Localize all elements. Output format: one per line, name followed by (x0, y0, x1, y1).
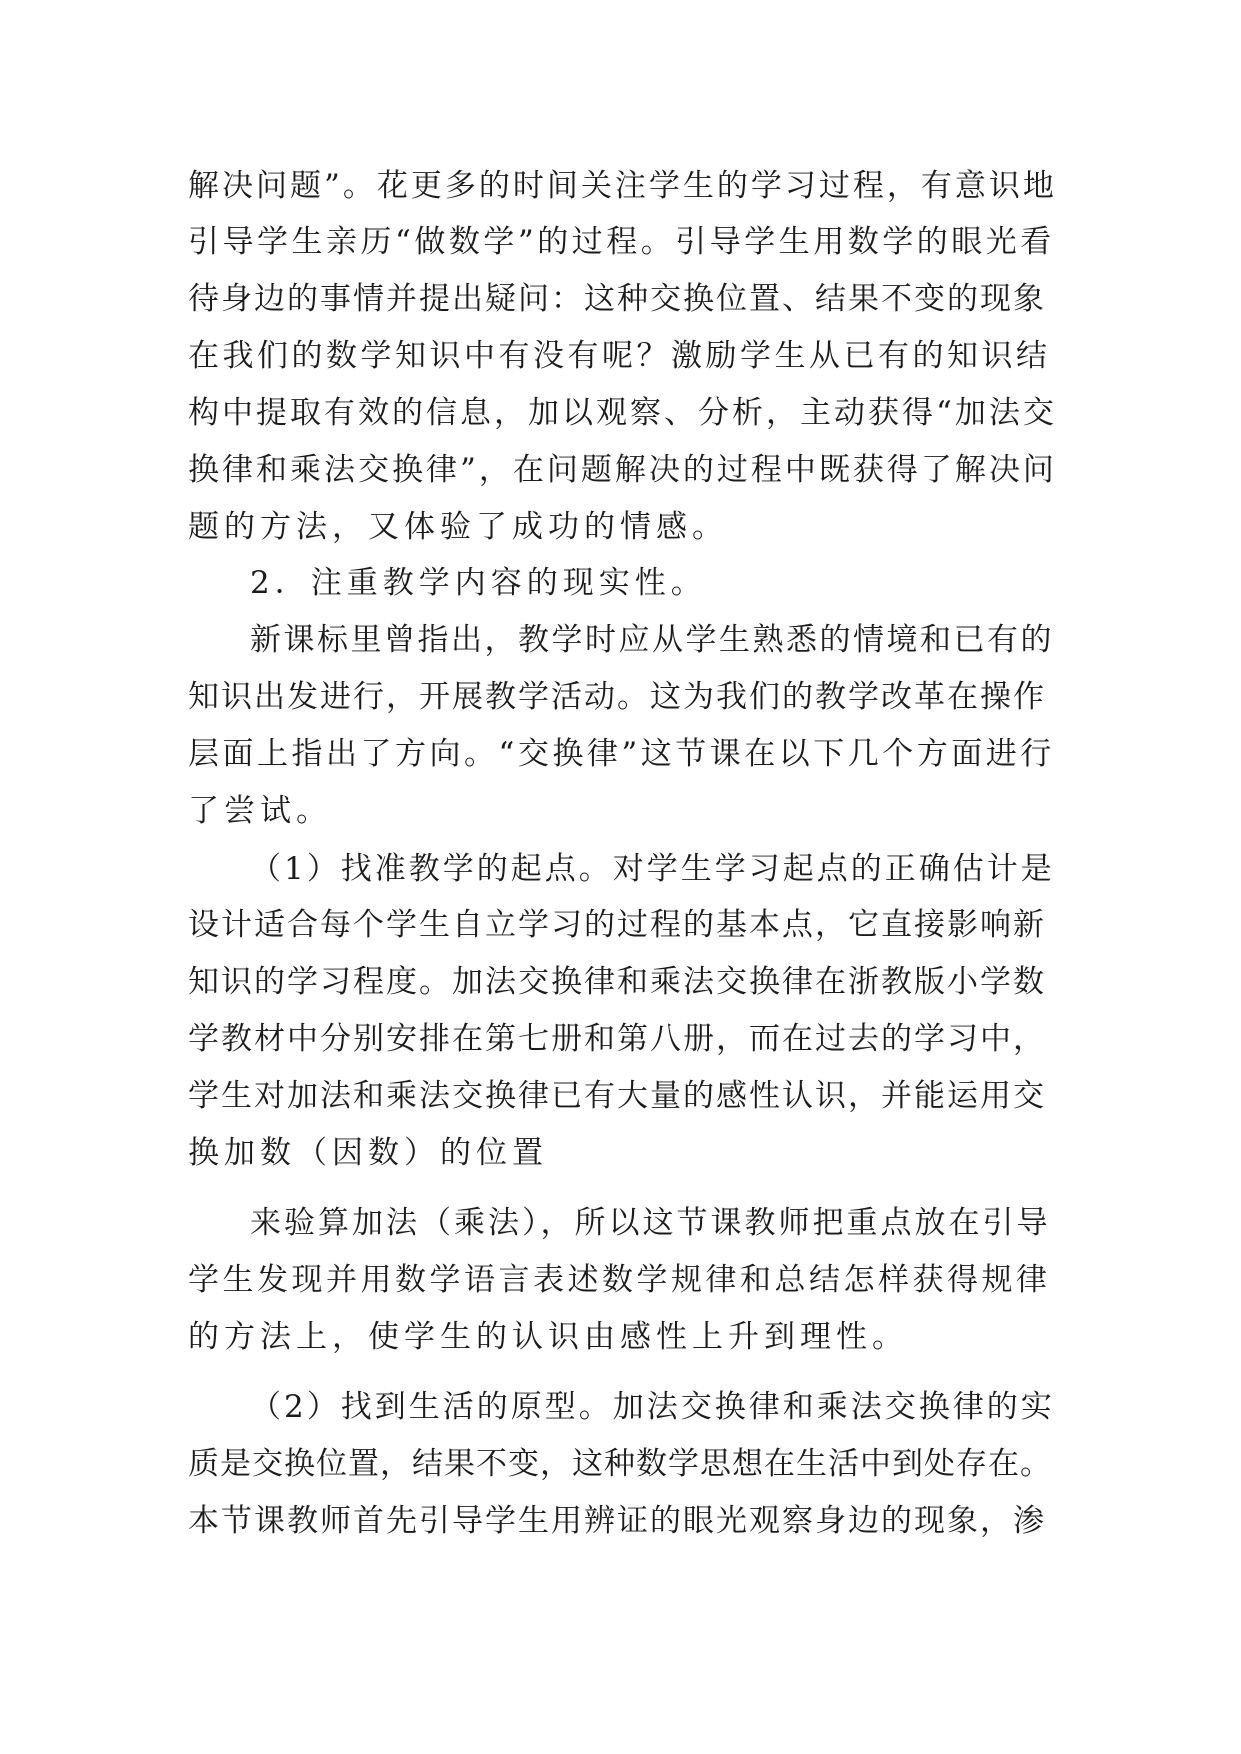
text-line: 在我们的数学知识中有没有呢？激励学生从已有的知识结 (188, 338, 1051, 374)
text-line: 质是交换位置，结果不变，这种数学思想在生活中到处存在。 (188, 1446, 1052, 1482)
text-line: 解决问题”。花更多的时间关注学生的学习过程，有意识地 (188, 168, 1057, 204)
text-line: 学教材中分别安排在第七册和第八册，而在过去的学习中， (188, 1021, 1046, 1057)
text-line: 换律和乘法交换律”，在问题解决的过程中既获得了解决问 (188, 452, 1057, 488)
text-line: 新课标里曾指出，教学时应从学生熟悉的情境和已有的 (250, 622, 1054, 658)
text-line: 知识出发进行，开展教学活动。这为我们的教学改革在操作 (188, 679, 1046, 715)
text-line: 知识的学习程度。加法交换律和乘法交换律在浙教版小学数 (188, 964, 1046, 1000)
text-line: 题的方法，又体验了成功的情感。 (188, 509, 728, 545)
text-line: 引导学生亲历“做数学”的过程。引导学生用数学的眼光看 (188, 224, 1055, 260)
text-line: 来验算加法（乘法），所以这节课教师把重点放在引导 (250, 1205, 1051, 1241)
text-line: 学生发现并用数学语言表述数学规律和总结怎样获得规律 (188, 1262, 1051, 1298)
text-line: 的方法上，使学生的认识由感性上升到理性。 (188, 1319, 908, 1355)
text-line: 待身边的事情并提出疑问：这种交换位置、结果不变的现象 (188, 281, 1046, 317)
text-line: （2）找到生活的原型。加法交换律和乘法交换律的实 (250, 1389, 1055, 1425)
text-line: 换加数（因数）的位置 (188, 1135, 548, 1171)
text-line: 构中提取有效的信息，加以观察、分析，主动获得“加法交 (188, 395, 1057, 431)
text-line: 本节课教师首先引导学生用辨证的眼光观察身边的现象，渗 (188, 1503, 1046, 1539)
text-line: 层面上指出了方向。“交换律”这节课在以下几个方面进行 (188, 736, 1055, 772)
text-line: 学生对加法和乘法交换律已有大量的感性认识，并能运用交 (188, 1078, 1046, 1114)
section-heading: 2．注重教学内容的现实性。 (250, 565, 707, 601)
text-line: （1）找准教学的起点。对学生学习起点的正确估计是 (250, 851, 1055, 887)
text-line: 设计适合每个学生自立学习的过程的基本点，它直接影响新 (188, 907, 1046, 943)
text-line: 了尝试。 (188, 793, 332, 829)
